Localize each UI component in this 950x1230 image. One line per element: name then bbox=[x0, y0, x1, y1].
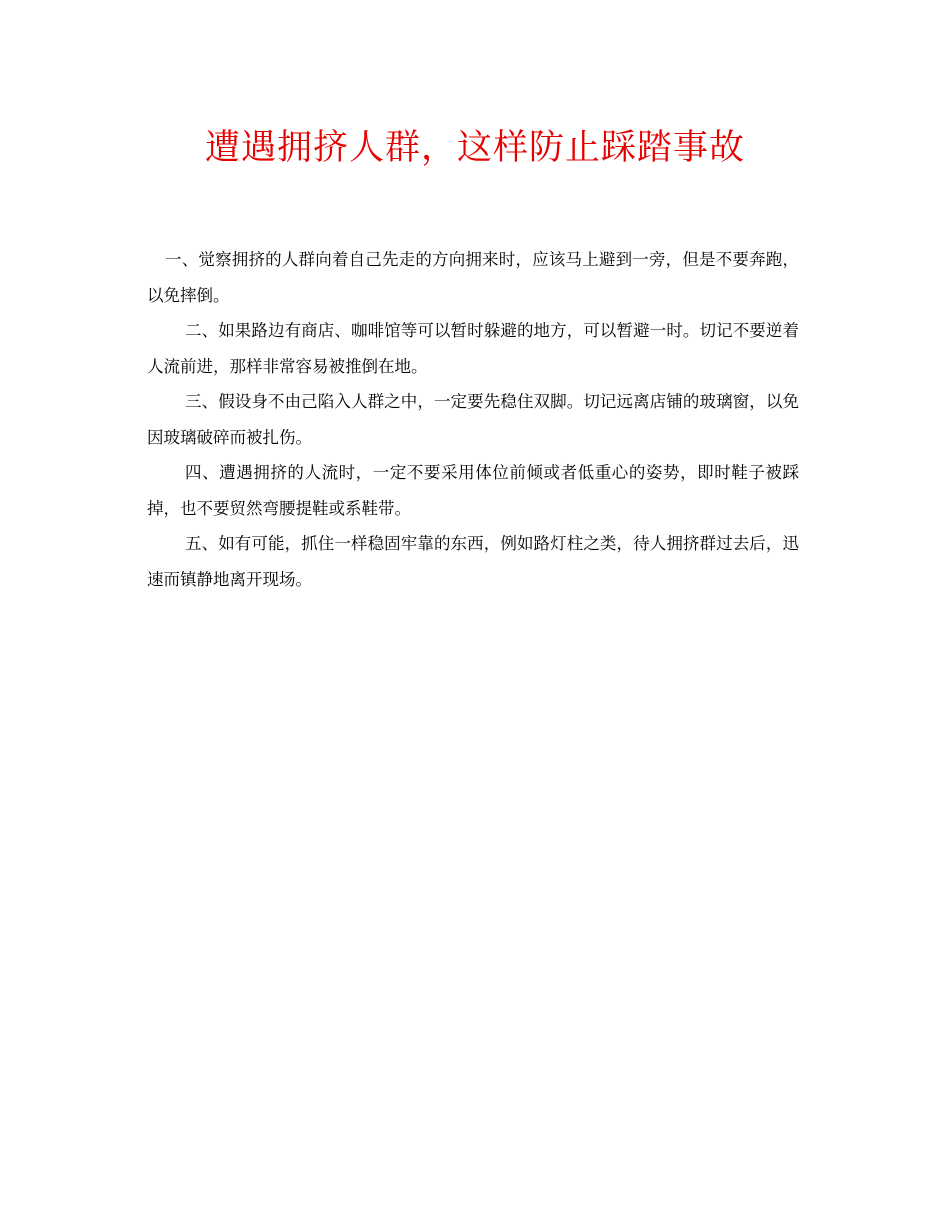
paragraph-4: 四、遭遇拥挤的人流时，一定不要采用体位前倾或者低重心的姿势，即时鞋子被踩掉，也不要贸然弯腰提鞋或系鞋带。 bbox=[147, 463, 799, 518]
paragraph-2: 二、如果路边有商店、咖啡馆等可以暂时躲避的地方，可以暂避一时。切记不要逆着人流前进，那样非常容易被推倒在地。 bbox=[147, 321, 799, 376]
paragraph-3: 三、假设身不由己陷入人群之中，一定要先稳住双脚。切记远离店铺的玻璃窗，以免因玻璃破碎而被扎伤。 bbox=[147, 392, 799, 447]
paragraph-1: 一、觉察拥挤的人群向着自己先走的方向拥来时，应该马上避到一旁，但是不要奔跑，以免摔倒。 bbox=[147, 250, 799, 305]
document-body bbox=[147, 242, 799, 597]
document-title: 遭遇拥挤人群，这样防止踩踏事故 bbox=[204, 128, 745, 168]
paragraph-5: 五、如有可能，抓住一样稳固牢靠的东西，例如路灯柱之类，待人拥挤群过去后，迅速而镇静地离开现场。 bbox=[147, 534, 799, 589]
